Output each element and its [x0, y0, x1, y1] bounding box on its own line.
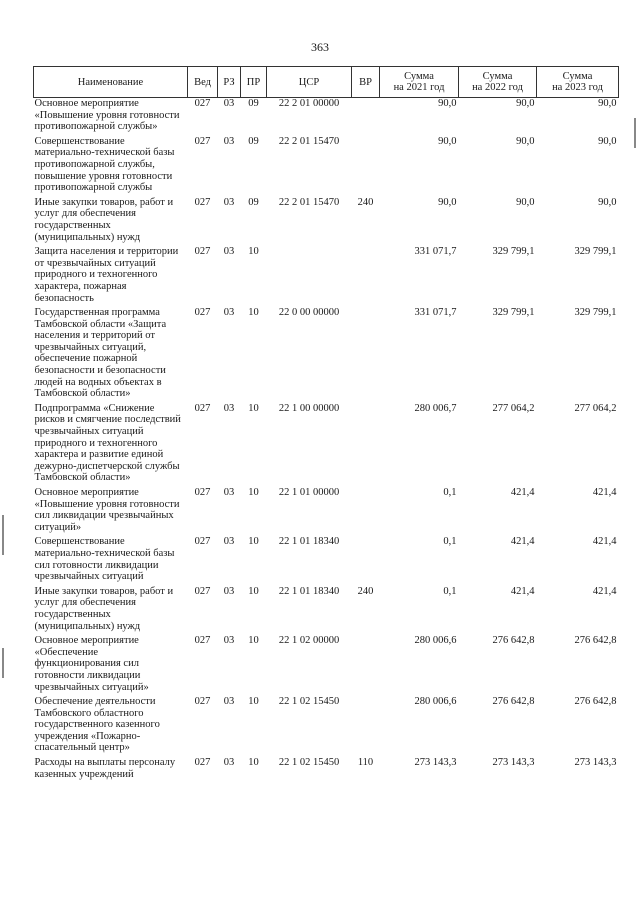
cell-pr: 10: [248, 696, 259, 708]
cell-vr: 240: [357, 196, 374, 208]
cell-rz: 03: [223, 246, 235, 258]
cell-csr: 22 1 00 00000: [278, 402, 340, 414]
cell-rz: 03: [223, 585, 235, 597]
cell-csr: 22 1 01 18340: [278, 536, 340, 548]
cell-ved: 027: [194, 307, 211, 319]
cell-csr: 22 1 01 00000: [278, 487, 340, 498]
cell-sum-2021: 0,1: [443, 487, 457, 498]
cell-name: Совершенствование материально-технической базы сил готовности ликвидации чрезвычайных ситуаций: [34, 536, 175, 583]
cell-sum-2021: 280 006,7: [414, 402, 457, 414]
cell-csr: 22 2 01 15470: [278, 135, 340, 147]
cell-vr: [352, 304, 380, 400]
table-row: [34, 484, 619, 533]
header-csr: ЦСР: [267, 67, 352, 98]
table-row: [34, 400, 619, 484]
header-sum-2022-line1: Сумма: [482, 71, 513, 82]
cell-csr: 22 0 00 00000: [278, 307, 340, 319]
cell-sum-2021: 280 006,6: [414, 696, 457, 708]
cell-sum-2023: 90,0: [598, 135, 617, 147]
cell-sum-2021: 280 006,6: [414, 635, 457, 647]
cell-sum-2022: 421,4: [510, 536, 535, 548]
header-name: Наименование: [34, 67, 188, 98]
cell-vr: [352, 243, 380, 304]
table-row: [34, 693, 619, 754]
cell-pr: 10: [248, 536, 259, 548]
cell-name: Государственная программа Тамбовской области «Защита населения и территорий от чрезвычайных ситуаций, обеспечение пожарной безопасности и безопасности людей на водных объектах в Тамбовской области»: [34, 307, 167, 400]
cell-pr: 09: [248, 196, 259, 208]
cell-rz: 03: [223, 196, 235, 208]
cell-vr: [352, 632, 380, 693]
cell-sum-2022: 90,0: [516, 135, 535, 147]
cell-pr: 10: [248, 635, 259, 647]
cell-sum-2022: 421,4: [510, 487, 535, 498]
cell-pr: 10: [248, 585, 259, 597]
cell-vr: [352, 133, 380, 194]
table-row: [34, 98, 619, 133]
cell-vr: [352, 484, 380, 533]
cell-ved: 027: [194, 696, 211, 708]
cell-pr: 09: [248, 135, 259, 147]
cell-pr: 10: [248, 757, 259, 769]
cell-sum-2021: 0,1: [443, 536, 457, 548]
cell-sum-2022: 273 143,3: [492, 757, 535, 769]
cell-csr: 22 1 02 00000: [278, 635, 340, 647]
cell-name: Основное мероприятие «Повышение уровня готовности противопожарной службы»: [34, 98, 180, 133]
cell-sum-2023: 276 642,8: [574, 635, 617, 647]
cell-rz: 03: [223, 757, 235, 769]
table-row: [34, 194, 619, 243]
cell-ved: 027: [194, 135, 211, 147]
header-sum-2022-line2: на 2022 год: [472, 82, 523, 93]
cell-rz: 03: [223, 696, 235, 708]
cell-vr: [352, 98, 380, 133]
cell-ved: 027: [194, 635, 211, 647]
cell-name: Подпрограмма «Снижение рисков и смягчение последствий чрезвычайных ситуаций природного и техногенного характера и развитие единой дежурно-диспетчерской службы Тамбовской области»: [34, 402, 181, 484]
cell-name: Совершенствование материально-технической базы противопожарной службы, повышение уровня готовности противопожарной службы: [34, 135, 175, 194]
header-pr: ПР: [241, 67, 267, 98]
cell-name: Иные закупки товаров, работ и услуг для обеспечения государственных (муниципальных) нужд: [34, 585, 174, 632]
header-sum-2021: [380, 67, 459, 98]
header-sum-2023-line1: Сумма: [562, 71, 593, 82]
cell-name: Расходы на выплаты персоналу казенных учреждений: [34, 757, 176, 780]
header-sum-2022: [459, 67, 537, 98]
cell-sum-2021: 90,0: [438, 135, 457, 147]
cell-pr: 10: [248, 246, 259, 258]
cell-name: Иные закупки товаров, работ и услуг для обеспечения государственных (муниципальных) нужд: [34, 196, 174, 243]
cell-sum-2022: 329 799,1: [492, 246, 535, 258]
cell-csr: 22 2 01 00000: [278, 98, 340, 109]
cell-csr: 22 1 01 18340: [278, 585, 340, 597]
cell-sum-2023: 277 064,2: [574, 402, 617, 414]
cell-rz: 03: [223, 307, 235, 319]
cell-sum-2023: 421,4: [592, 487, 617, 498]
budget-table: [33, 66, 619, 780]
cell-rz: 03: [223, 635, 235, 647]
table-header-row: [34, 67, 619, 98]
cell-pr: 10: [248, 487, 259, 498]
cell-sum-2023: 329 799,1: [574, 307, 617, 319]
cell-name: Обеспечение деятельности Тамбовского областного государственного казенного учреждения «Пожарно-спасательный центр»: [34, 696, 160, 754]
cell-sum-2021: 331 071,7: [414, 307, 457, 319]
cell-sum-2021: 90,0: [438, 196, 457, 208]
cell-rz: 03: [223, 135, 235, 147]
scan-edge-mark: [634, 118, 636, 148]
cell-vr: [352, 693, 380, 754]
cell-csr: 22 1 02 15450: [278, 757, 340, 769]
cell-name: Основное мероприятие «Обеспечение функционирования сил готовности ликвидации чрезвычайных ситуаций»: [34, 635, 149, 693]
cell-name: Основное мероприятие «Повышение уровня готовности сил ликвидации чрезвычайных ситуаций»: [34, 487, 180, 533]
cell-ved: 027: [194, 246, 211, 258]
scan-edge-mark: [2, 648, 4, 678]
cell-name: Защита населения и территории от чрезвычайных ситуаций природного и техногенного характера, пожарная безопасность: [34, 246, 179, 304]
cell-ved: 027: [194, 487, 211, 498]
cell-csr: 22 1 02 15450: [278, 696, 340, 708]
header-sum-2021-line1: Сумма: [404, 71, 434, 82]
cell-sum-2022: 276 642,8: [492, 635, 535, 647]
table-row: [34, 304, 619, 400]
page-number: 363: [311, 40, 329, 54]
cell-ved: 027: [194, 402, 211, 414]
cell-sum-2022: 90,0: [516, 98, 535, 109]
cell-ved: 027: [194, 98, 211, 109]
cell-vr: [352, 400, 380, 484]
cell-vr: 110: [357, 757, 374, 769]
table-row: [34, 632, 619, 693]
header-ved: Вед: [188, 67, 218, 98]
cell-pr: 10: [248, 402, 259, 414]
cell-csr: [267, 243, 352, 304]
cell-csr: 22 2 01 15470: [278, 196, 340, 208]
cell-sum-2021: 0,1: [443, 585, 457, 597]
scan-edge-mark: [2, 515, 4, 555]
header-vr: ВР: [352, 67, 380, 98]
cell-ved: 027: [194, 585, 211, 597]
header-sum-2023-line2: на 2023 год: [552, 82, 603, 93]
cell-ved: 027: [194, 196, 211, 208]
header-sum-2023: [537, 67, 619, 98]
cell-vr: 240: [357, 585, 374, 597]
cell-pr: 10: [248, 307, 259, 319]
cell-sum-2023: 329 799,1: [574, 246, 617, 258]
cell-sum-2023: 273 143,3: [574, 757, 617, 769]
cell-sum-2021: 273 143,3: [414, 757, 457, 769]
cell-rz: 03: [223, 98, 235, 109]
cell-sum-2021: 331 071,7: [414, 246, 457, 258]
table-row: [34, 583, 619, 632]
table-row: [34, 243, 619, 304]
cell-sum-2023: 276 642,8: [574, 696, 617, 708]
cell-pr: 09: [248, 98, 259, 109]
cell-ved: 027: [194, 536, 211, 548]
cell-rz: 03: [223, 536, 235, 548]
cell-sum-2022: 329 799,1: [492, 307, 535, 319]
cell-sum-2022: 277 064,2: [492, 402, 535, 414]
cell-rz: 03: [223, 402, 235, 414]
table-body: [34, 98, 619, 781]
cell-ved: 027: [194, 757, 211, 769]
header-rz: РЗ: [218, 67, 241, 98]
cell-sum-2022: 276 642,8: [492, 696, 535, 708]
cell-sum-2021: 90,0: [438, 98, 457, 109]
header-sum-2021-line2: на 2021 год: [393, 82, 445, 93]
cell-sum-2023: 421,4: [592, 585, 617, 597]
table-row: [34, 754, 619, 780]
table-row: [34, 533, 619, 582]
table-row: [34, 133, 619, 194]
cell-sum-2023: 421,4: [592, 536, 617, 548]
cell-sum-2023: 90,0: [598, 196, 617, 208]
cell-rz: 03: [223, 487, 235, 498]
cell-vr: [352, 533, 380, 582]
cell-sum-2022: 90,0: [516, 196, 535, 208]
cell-sum-2023: 90,0: [598, 98, 617, 109]
cell-sum-2022: 421,4: [510, 585, 535, 597]
